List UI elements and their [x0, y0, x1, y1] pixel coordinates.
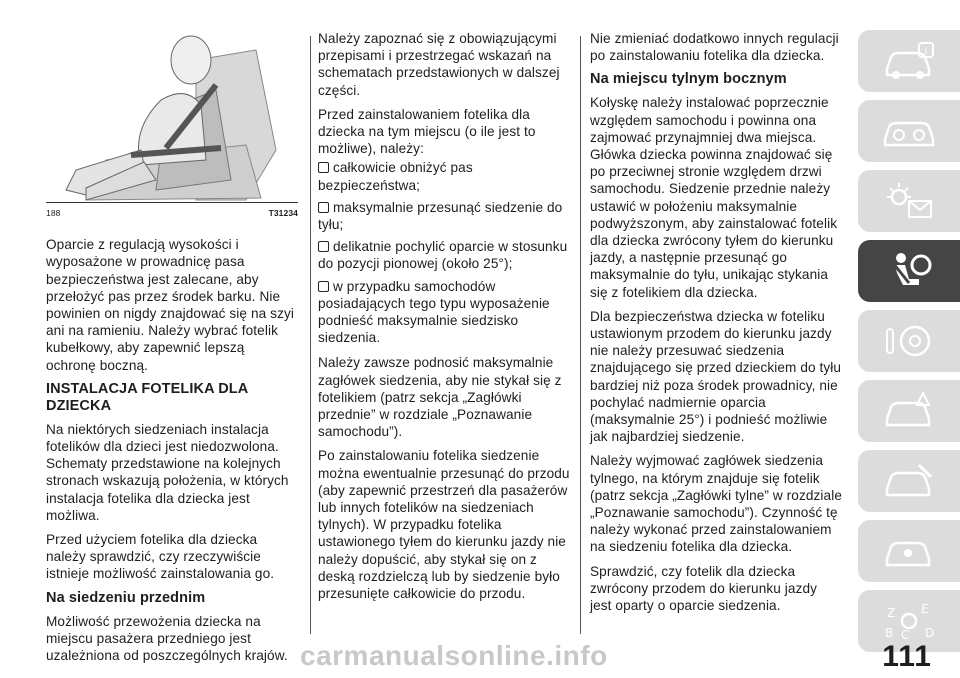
column-left — [46, 30, 298, 671]
car-info-icon — [879, 39, 939, 83]
paragraph: Należy zapoznać się z obowiązującymi przepisami i przestrzegać wskazań na schematach przedstawionych w dalszej części. — [318, 31, 560, 98]
maintenance-icon — [879, 459, 939, 503]
list-item — [318, 159, 570, 193]
paragraph: Sprawdzić, czy fotelik dla dziecka zwrócony przodem do kierunku jazdy jest oparty o oparcie siedzenia. — [590, 563, 818, 614]
paragraph: Przed użyciem fotelika dla dziecka należy sprawdzić, czy rzeczywiście istnieje możliwość zainstalowania go. — [46, 532, 275, 582]
child-in-seat-illustration — [46, 30, 298, 202]
svg-text:i: i — [924, 46, 928, 57]
list-item-text: w przypadku samochodów posiadających tego typu wyposażenie podnieść maksymalnie siedzisko siedzenia. — [318, 278, 550, 346]
child-seat-illustration — [46, 30, 298, 203]
checkbox-bullet-icon — [318, 241, 329, 252]
list-item-text: delikatnie pochylić oparcie w stosunku do pozycji pionowej (około 25°); — [318, 239, 568, 272]
checkbox-bullet-icon — [318, 281, 329, 292]
column-divider — [580, 36, 581, 634]
index-letter: B — [885, 626, 894, 640]
index-letter: C — [901, 628, 910, 642]
figure-caption — [46, 205, 298, 222]
tab-car-info[interactable] — [858, 30, 960, 92]
checkbox-bullet-icon — [318, 202, 329, 213]
index-letter: D — [925, 626, 935, 640]
column-middle — [318, 30, 570, 609]
column-right — [590, 30, 842, 621]
tab-starting-driving[interactable] — [858, 310, 960, 372]
checkbox-bullet-icon — [318, 162, 329, 173]
index-icon — [879, 599, 939, 643]
list-item-text: maksymalnie przesunąć siedzenie do tyłu; — [318, 199, 563, 233]
paragraph: Możliwość przewożenia dziecka na miejscu pasażera przedniego jest uzależniona od poszczególnych krajów. — [46, 613, 288, 664]
tab-dashboard[interactable] — [858, 100, 960, 162]
subsection-heading: Na miejscu tylnym bocznym — [590, 71, 787, 88]
paragraph: Po zainstalowaniu fotelika siedzenie można ewentualnie przesunąć do przodu (aby zapewnić przestrzeń dla pasażerów lub innych fotelików na siedzeniach tylnych). W przypadku fotelika ustawionego tyłem do kierunku jazdy nie należy dopuścić, aby stykał się on z deską rozdzielczą lub by siedzenie było przesunięte całkowicie do przodu. — [318, 448, 570, 602]
technical-data-icon — [879, 529, 939, 573]
emergency-car-icon — [879, 389, 939, 433]
list-item — [318, 238, 570, 272]
index-letter: Z — [887, 606, 896, 620]
paragraph: Na niektórych siedzeniach instalacja fotelików dla dzieci jest niedozwolona. Schematy przedstawione na kolejnych stronach wskazują położenia, w których instalacja fotelika dla dziecka jest możliwa. — [46, 421, 289, 523]
paragraph: Nie zmieniać dodatkowo innych regulacji po zainstalowaniu fotelika dla dziecka. — [590, 31, 839, 64]
tab-warning-lights[interactable] — [858, 170, 960, 232]
paragraph: Dla bezpieczeństwa dziecka w foteliku ustawionym przodem do kierunku jazdy nie należy przesuwać siedzenia znajdującego się przed dzieckiem do tyłu bardziej niż poza środek prowadnicy, nie pochylać nadmiernie oparcia (maksymalnie 25°) i podnieść możliwie jak najbardziej siedzenie. — [590, 308, 842, 445]
warning-lights-icon — [879, 179, 939, 223]
ignition-key-icon — [879, 319, 939, 363]
column-divider — [310, 36, 311, 634]
tab-maintenance[interactable] — [858, 450, 960, 512]
list-item-text: całkowicie obniżyć pas bezpieczeństwa; — [318, 160, 473, 193]
tab-technical-data[interactable] — [858, 520, 960, 582]
paragraph: Należy zawsze podnosić maksymalnie zagłówek siedzenia, aby nie stykał się z fotelikiem (patrz sekcja „Zagłówki przednie” w rozdziale „Poznawanie samochodu”). — [318, 355, 562, 440]
airbag-safety-icon — [879, 249, 939, 293]
paragraph: Oparcie z regulacją wysokości i wyposażone w prowadnicę pasa bezpieczeństwa jest zalecane, aby przełożyć pas przez środek barku. Nie powinien on nigdy znajdować się na szyi ani na ramieniu. Należy wybrać fotelik kubełkowy, aby zapewnić lepszą ochronę boczną. — [46, 237, 294, 373]
subsection-heading: Na siedzeniu przednim — [46, 589, 206, 606]
tab-emergency[interactable] — [858, 380, 960, 442]
section-heading: INSTALACJA FOTELIKA DLA DZIECKA — [46, 380, 248, 414]
list-item — [318, 278, 570, 347]
car-dashboard-icon — [879, 109, 939, 153]
index-letter: E — [921, 602, 929, 616]
paragraph: Kołyskę należy instalować poprzecznie względem samochodu i powinna ona zajmować przynajmniej dwa miejsca. Główka dziecka powinna znajdować się po przeciwnej stronie względem drzwi samochodu. Siedzenie przednie należy ustawić w położeniu maksymalnie podwyższonym, aby zainstalować fotelik dla dziecka zwrócony tyłem do kierunku jazdy, a następnie przesunąć go maksymalnie do tyłu, unikając stykania się z fotelikiem dla dziecka. — [590, 95, 838, 300]
list-item — [318, 199, 570, 233]
tab-safety[interactable] — [858, 240, 960, 302]
figure-code: T31234 — [268, 208, 298, 218]
figure-number: 188 — [46, 208, 61, 218]
paragraph: Przed zainstalowaniem fotelika dla dziecka na tym miejscu (o ile jest to możliwe), należy: — [318, 106, 536, 157]
paragraph: Należy wyjmować zagłówek siedzenia tylnego, na którym znajduje się fotelik (patrz sekcja „Zagłówki tylne” w rozdziale „Poznawanie samochodu”). Czynność tę należy wykonać przed zainstalowaniem na siedzeniu fotelika dla dziecka. — [590, 453, 842, 555]
watermark: carmanualsonline.info — [300, 640, 608, 671]
page-number: 111 — [882, 640, 932, 673]
